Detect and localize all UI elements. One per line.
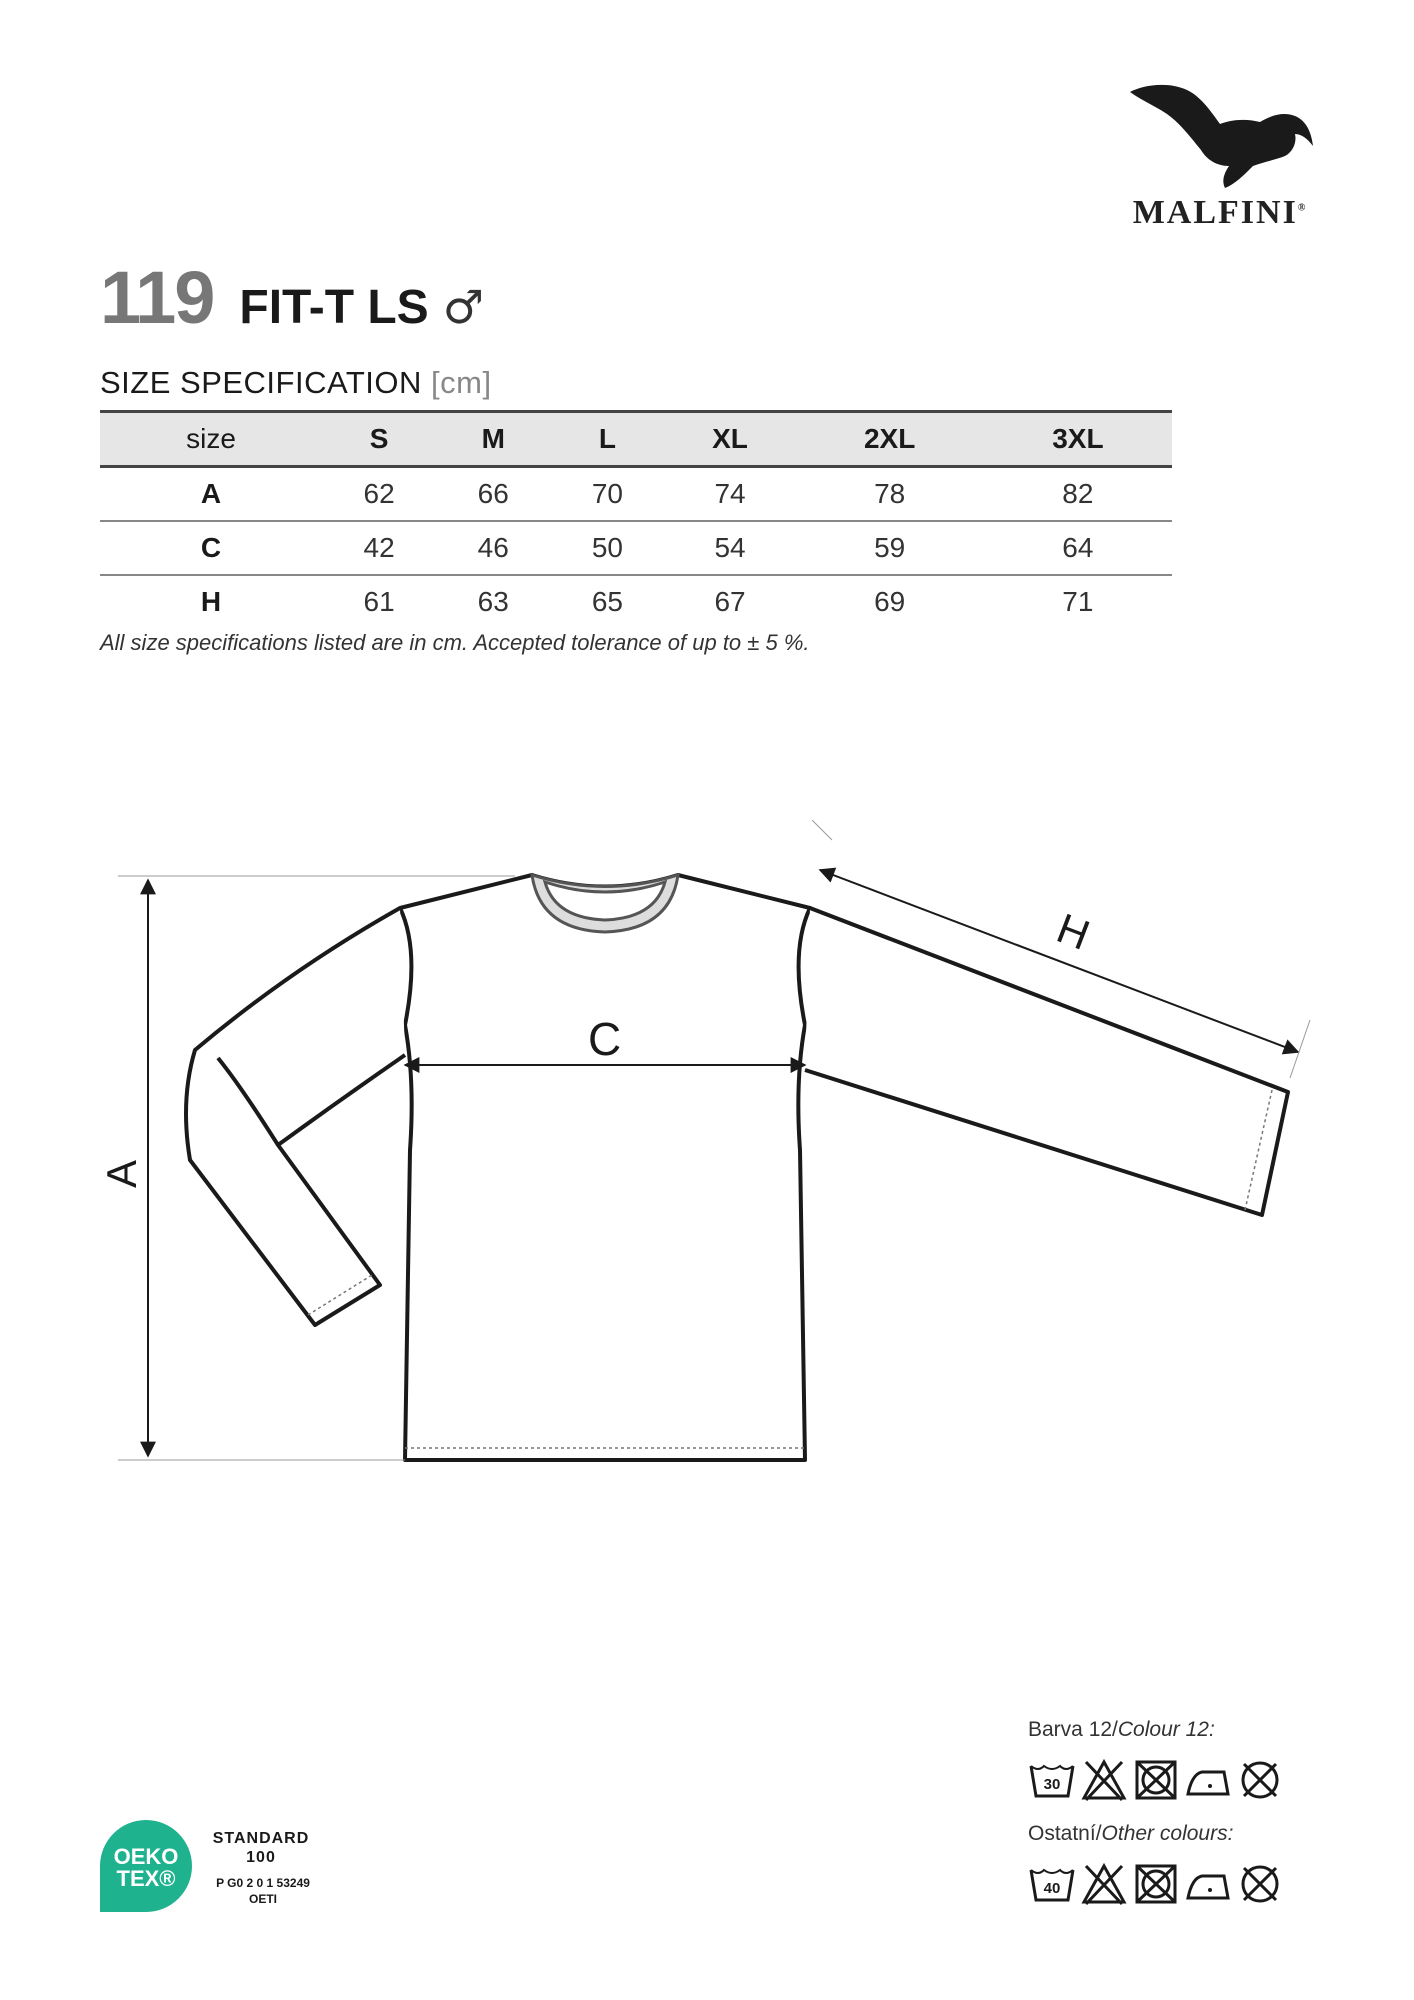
tolerance-note: All size specifications listed are in cm. Accepted tolerance of up to ± 5 %. [100,630,810,655]
table-cell: 64 [984,521,1172,575]
table-cell: 63 [477,586,509,617]
male-symbol-icon: ♂ [442,280,484,334]
spec-heading-text: SIZE SPECIFICATION [100,365,422,400]
table-cell: 74 [664,467,795,522]
wash-temperature: 40 [1043,1880,1061,1897]
table-row [100,521,1172,575]
brand-logo [1105,80,1335,240]
label-h: H [1050,904,1096,959]
table-header-row [100,412,1172,467]
care-label-en: Colour 12: [1117,1718,1215,1741]
no-bleach-icon [1080,1862,1128,1906]
care-label-colour12 [1028,1718,1328,1748]
care-label-other [1028,1822,1328,1852]
row-label: C [100,521,322,575]
wash-temperature: 30 [1043,1776,1061,1793]
care-icons-colour12 [1028,1758,1328,1802]
table-cell: 67 [714,586,746,617]
product-name: FIT-T LS [239,281,429,334]
table-cell: 61 [363,586,395,617]
table-row [100,575,1172,628]
care-label-cz: Ostatní/ [1028,1822,1102,1845]
table-cell: 54 [664,521,795,575]
table-cell: 65 [591,586,623,617]
header-size: L [550,412,664,467]
size-spec-heading [100,365,492,401]
care-label-en: Other colours: [1101,1822,1234,1845]
table-cell: 70 [550,467,664,522]
care-icons-other [1028,1862,1328,1906]
no-tumble-dry-icon [1132,1758,1180,1802]
product-title [100,255,484,339]
table-cell: 42 [322,521,436,575]
table-cell: 78 [796,467,984,522]
oekotex-line1: OEKO [113,1844,179,1869]
no-tumble-dry-icon [1132,1862,1180,1906]
header-size-label: size [100,412,322,467]
product-number: 119 [100,256,214,339]
label-c: C [588,1013,622,1065]
iron-low-icon [1184,1758,1232,1802]
shirt-outline [186,875,1288,1460]
oekotex-badge [100,1820,340,1920]
header-size: 2XL [796,412,984,467]
spec-unit: [cm] [431,365,492,400]
header-size: 3XL [984,412,1172,467]
care-instructions [1028,1718,1328,1926]
table-cell: 50 [550,521,664,575]
table-cell: 59 [796,521,984,575]
oekotex-number: 100 [246,1849,276,1866]
label-a: A [98,1159,146,1189]
table-cell: 62 [322,467,436,522]
table-cell: 46 [436,521,550,575]
row-label: H [200,586,222,617]
oekotex-standard: STANDARD [212,1830,310,1847]
registered-mark: ® [1297,202,1308,214]
table-cell: 71 [1062,586,1094,617]
oekotex-line2: TEX® [116,1866,176,1891]
no-dry-clean-icon [1236,1862,1284,1906]
header-size: M [436,412,550,467]
header-size: S [322,412,436,467]
size-table [100,410,1172,628]
garment-diagram [0,820,1414,1480]
oekotex-code: P G0 2 0 1 53249 [216,1876,310,1890]
wash-icon [1028,1862,1076,1906]
table-cell: 66 [436,467,550,522]
table-cell: 69 [874,586,906,617]
no-bleach-icon [1080,1758,1128,1802]
brand-name: MALFINI [1132,194,1298,231]
care-label-cz: Barva 12/ [1028,1718,1118,1741]
iron-low-icon [1184,1862,1232,1906]
header-size: XL [664,412,795,467]
row-label: A [100,467,322,522]
table-cell: 82 [984,467,1172,522]
eagle-icon [1125,80,1315,190]
oekotex-institute: OETI [248,1892,277,1906]
table-row [100,467,1172,522]
oekotex-logo [100,1820,192,1912]
no-dry-clean-icon [1236,1758,1284,1802]
wash-icon [1028,1758,1076,1802]
